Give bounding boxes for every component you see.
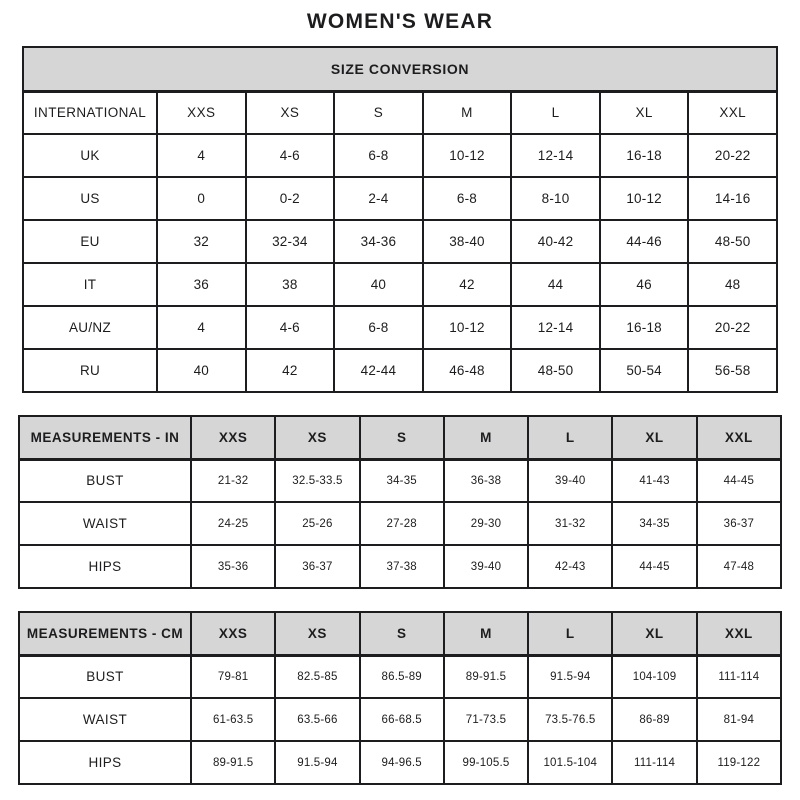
measurement-value-cell: 119-122 — [697, 741, 781, 784]
size-value-cell: 42 — [423, 263, 512, 306]
row-label-uk: UK — [23, 134, 157, 177]
table-row — [23, 263, 777, 306]
row-label-it: IT — [23, 263, 157, 306]
size-value-cell: 56-58 — [688, 349, 777, 392]
size-value-cell: 16-18 — [600, 306, 689, 349]
size-value-cell: 32-34 — [246, 220, 335, 263]
table-row — [23, 134, 777, 177]
measurement-value-cell: 73.5-76.5 — [528, 698, 612, 741]
table-row — [19, 698, 781, 741]
size-value-cell: 36 — [157, 263, 246, 306]
measurement-value-cell: 86.5-89 — [360, 655, 444, 698]
size-value-cell: 10-12 — [423, 306, 512, 349]
size-value-cell: 0-2 — [246, 177, 335, 220]
size-value-cell: 16-18 — [600, 134, 689, 177]
measurements-cm-table — [18, 611, 782, 785]
size-value-cell: 4-6 — [246, 134, 335, 177]
measurement-value-cell: 79-81 — [191, 655, 275, 698]
column-header-size: M — [444, 612, 528, 655]
measurement-value-cell: 36-37 — [697, 502, 781, 545]
table-row — [23, 177, 777, 220]
measurement-value-cell: 91.5-94 — [275, 741, 359, 784]
size-value-cell: 44-46 — [600, 220, 689, 263]
size-value-cell: 10-12 — [423, 134, 512, 177]
measurement-value-cell: 39-40 — [528, 459, 612, 502]
measurement-value-cell: 32.5-33.5 — [275, 459, 359, 502]
measurement-value-cell: 37-38 — [360, 545, 444, 588]
measurement-value-cell: 71-73.5 — [444, 698, 528, 741]
size-conversion-table — [22, 46, 778, 393]
table-row — [19, 612, 781, 655]
column-header-size: S — [360, 416, 444, 459]
column-header-size: XL — [612, 612, 696, 655]
size-value-cell: 38-40 — [423, 220, 512, 263]
row-label-eu: EU — [23, 220, 157, 263]
row-label-hips: HIPS — [19, 545, 191, 588]
measurements-in-table — [18, 415, 782, 589]
column-header-size: XL — [612, 416, 696, 459]
size-value-cell: 42 — [246, 349, 335, 392]
measurement-value-cell: 104-109 — [612, 655, 696, 698]
size-value-cell: 12-14 — [511, 134, 600, 177]
measurement-value-cell: 34-35 — [612, 502, 696, 545]
measurement-value-cell: 36-37 — [275, 545, 359, 588]
measurement-value-cell: 111-114 — [612, 741, 696, 784]
column-header-size: L — [528, 416, 612, 459]
measurement-value-cell: 89-91.5 — [191, 741, 275, 784]
row-label-waist: WAIST — [19, 698, 191, 741]
page-title: WOMEN'S WEAR — [306, 10, 494, 33]
size-value-cell: 34-36 — [334, 220, 423, 263]
table-row — [23, 349, 777, 392]
size-value-cell: 6-8 — [334, 306, 423, 349]
size-value-cell: 4 — [157, 306, 246, 349]
size-value-cell: 48 — [688, 263, 777, 306]
size-value-cell: 6-8 — [423, 177, 512, 220]
column-header-size: L — [528, 612, 612, 655]
size-value-cell: 44 — [511, 263, 600, 306]
row-label-us: US — [23, 177, 157, 220]
column-header-size: XS — [246, 91, 335, 134]
measurement-value-cell: 34-35 — [360, 459, 444, 502]
row-label-waist: WAIST — [19, 502, 191, 545]
size-value-cell: 14-16 — [688, 177, 777, 220]
size-value-cell: 40 — [157, 349, 246, 392]
measurement-value-cell: 63.5-66 — [275, 698, 359, 741]
measurement-value-cell: 86-89 — [612, 698, 696, 741]
table-row — [23, 47, 777, 91]
measurement-value-cell: 21-32 — [191, 459, 275, 502]
size-value-cell: 4 — [157, 134, 246, 177]
size-value-cell: 46 — [600, 263, 689, 306]
size-value-cell: 42-44 — [334, 349, 423, 392]
measurement-value-cell: 94-96.5 — [360, 741, 444, 784]
column-header-size: M — [444, 416, 528, 459]
row-label-bust: BUST — [19, 459, 191, 502]
measurement-value-cell: 66-68.5 — [360, 698, 444, 741]
measurement-value-cell: 44-45 — [612, 545, 696, 588]
size-value-cell: 48-50 — [688, 220, 777, 263]
measurement-value-cell: 111-114 — [697, 655, 781, 698]
measurement-value-cell: 81-94 — [697, 698, 781, 741]
size-value-cell: 20-22 — [688, 134, 777, 177]
size-value-cell: 40 — [334, 263, 423, 306]
measurement-value-cell: 35-36 — [191, 545, 275, 588]
size-value-cell: 6-8 — [334, 134, 423, 177]
measurement-value-cell: 91.5-94 — [528, 655, 612, 698]
size-value-cell: 46-48 — [423, 349, 512, 392]
measurement-value-cell: 42-43 — [528, 545, 612, 588]
measurement-value-cell: 29-30 — [444, 502, 528, 545]
column-header-size: XXL — [697, 612, 781, 655]
column-header-size: XXS — [157, 91, 246, 134]
measurement-value-cell: 27-28 — [360, 502, 444, 545]
table-row — [23, 220, 777, 263]
measurement-value-cell: 101.5-104 — [528, 741, 612, 784]
table-row — [19, 459, 781, 502]
measurement-value-cell: 89-91.5 — [444, 655, 528, 698]
measurement-value-cell: 47-48 — [697, 545, 781, 588]
column-header-size: XXL — [688, 91, 777, 134]
measurement-value-cell: 39-40 — [444, 545, 528, 588]
size-value-cell: 8-10 — [511, 177, 600, 220]
measurement-value-cell: 36-38 — [444, 459, 528, 502]
measurement-value-cell: 41-43 — [612, 459, 696, 502]
table-row — [23, 91, 777, 134]
measurement-value-cell: 82.5-85 — [275, 655, 359, 698]
column-header-size: S — [334, 91, 423, 134]
size-value-cell: 48-50 — [511, 349, 600, 392]
size-value-cell: 2-4 — [334, 177, 423, 220]
column-header-international: INTERNATIONAL — [23, 91, 157, 134]
measurement-value-cell: 25-26 — [275, 502, 359, 545]
column-header-size: XXS — [191, 612, 275, 655]
table-row — [19, 502, 781, 545]
measurement-value-cell: 24-25 — [191, 502, 275, 545]
table-row — [19, 655, 781, 698]
row-label-bust: BUST — [19, 655, 191, 698]
size-value-cell: 40-42 — [511, 220, 600, 263]
measurements-in-header: MEASUREMENTS - IN — [19, 416, 191, 459]
size-value-cell: 4-6 — [246, 306, 335, 349]
size-value-cell: 10-12 — [600, 177, 689, 220]
column-header-size: M — [423, 91, 512, 134]
column-header-size: XS — [275, 416, 359, 459]
size-value-cell: 50-54 — [600, 349, 689, 392]
measurement-value-cell: 31-32 — [528, 502, 612, 545]
column-header-size: S — [360, 612, 444, 655]
size-value-cell: 32 — [157, 220, 246, 263]
column-header-size: XS — [275, 612, 359, 655]
measurements-cm-header: MEASUREMENTS - CM — [19, 612, 191, 655]
size-value-cell: 20-22 — [688, 306, 777, 349]
table-row — [19, 545, 781, 588]
column-header-size: XXL — [697, 416, 781, 459]
column-header-size: XXS — [191, 416, 275, 459]
table-row — [19, 741, 781, 784]
column-header-size: XL — [600, 91, 689, 134]
size-value-cell: 38 — [246, 263, 335, 306]
column-header-size: L — [511, 91, 600, 134]
size-conversion-header: SIZE CONVERSION — [23, 47, 777, 91]
size-value-cell: 12-14 — [511, 306, 600, 349]
measurement-value-cell: 99-105.5 — [444, 741, 528, 784]
row-label-aunz: AU/NZ — [23, 306, 157, 349]
table-row — [23, 306, 777, 349]
row-label-ru: RU — [23, 349, 157, 392]
measurement-value-cell: 61-63.5 — [191, 698, 275, 741]
measurement-value-cell: 44-45 — [697, 459, 781, 502]
row-label-hips: HIPS — [19, 741, 191, 784]
size-value-cell: 0 — [157, 177, 246, 220]
table-row — [19, 416, 781, 459]
